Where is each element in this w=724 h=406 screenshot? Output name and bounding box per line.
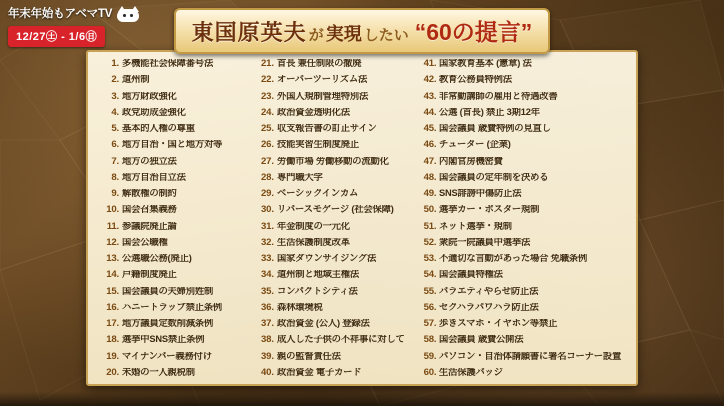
list-item (97, 352, 246, 362)
list-item-number: 21. (261, 58, 274, 69)
list-item-text: 国家ダウンサイジング法 (276, 254, 376, 264)
list-item (97, 59, 246, 69)
list-item-number: 18. (106, 334, 119, 346)
list-item-number: 8. (111, 171, 119, 183)
list-item-text: 労働市場 労働移動の流動化 (276, 156, 389, 167)
list-item (252, 270, 409, 280)
list-item (97, 319, 246, 329)
list-item-text: 政治資金 電子カード (276, 367, 362, 378)
list-item (414, 108, 627, 118)
list-item-number: 55. (423, 285, 437, 297)
list-item (252, 303, 409, 313)
list-item (97, 254, 246, 264)
list-item-text: 政治資金透明化法 (276, 107, 350, 118)
list-item-text: 道州制と地域主権法 (276, 270, 359, 281)
list-item-text: 国会議員特権法 (439, 270, 504, 281)
list-item-text: 首長 兼任制限の撤廃 (276, 59, 362, 69)
list-item-text: 国家教育基本 (憲章) 法 (439, 59, 532, 69)
list-item-number: 51. (423, 220, 437, 232)
list-item-text: 国会議員の定年制を決める (439, 172, 549, 183)
list-item-text: 選挙中SNS禁止条例 (122, 335, 205, 346)
list-item-number: 50. (423, 204, 437, 216)
list-item-text: 不適切な言動があった場合 免職条例 (439, 254, 588, 264)
list-item-number: 10. (106, 204, 119, 216)
list-item-text: 国会議員 歳費公開法 (439, 335, 524, 346)
list-item (97, 75, 246, 85)
list-item-number: 40. (261, 366, 274, 378)
list-item (252, 238, 409, 248)
list-item-number: 45. (423, 123, 437, 134)
list-item-number: 59. (423, 350, 437, 362)
list-item-text: 地方財政強化 (122, 91, 177, 102)
list-item-text: 教育公務員特例法 (439, 75, 513, 86)
list-item-number: 37. (261, 318, 274, 329)
list-item (414, 140, 627, 150)
list-item (97, 222, 246, 232)
list-item-number: 12. (106, 236, 119, 248)
list-item-number: 15. (106, 285, 119, 297)
channel-badge-row (8, 6, 141, 23)
list-item (414, 157, 627, 167)
list-item (414, 173, 627, 183)
list-item-text: 収支報告書の訂正サイン (276, 124, 377, 134)
list-item-text: マイナンバー義務付け (122, 351, 212, 362)
list-item-number: 49. (423, 188, 437, 199)
title-person-name: 東国原英夫 (191, 20, 307, 45)
list-item-text: パソコン・自治体請願書に署名コーナー設置 (439, 351, 622, 362)
list-item-text: 地方自治・国と地方対等 (122, 140, 223, 151)
list-item (97, 173, 246, 183)
title-particle: が (308, 27, 324, 44)
list-item-text: 地方自治自立法 (122, 172, 186, 183)
list-item-text: SNS誹謗中傷防止法 (439, 189, 522, 199)
list-item-number: 28. (261, 171, 274, 183)
list-item-text: 基本的人権の尊重 (122, 124, 195, 134)
list-item-text: 国会召集義務 (122, 205, 177, 216)
list-item-number: 11. (106, 220, 119, 232)
list-item-number: 46. (423, 139, 437, 151)
list-item (97, 287, 246, 297)
title-quote: “60の提言” (414, 19, 533, 45)
list-item (414, 352, 627, 362)
list-item-number: 2. (111, 74, 119, 86)
list-item-number: 36. (261, 301, 274, 313)
list-item-number: 1. (111, 58, 119, 69)
list-item (414, 287, 627, 297)
list-item (414, 189, 627, 199)
list-item (252, 189, 409, 199)
list-item-number: 22. (261, 74, 274, 86)
title-plate (174, 8, 551, 54)
bottom-gradient-bar (0, 392, 724, 406)
proposal-list-panel (86, 50, 638, 386)
list-item (97, 270, 246, 280)
list-item-text: ハニートラップ禁止条例 (122, 302, 223, 313)
list-item-number: 38. (261, 334, 274, 346)
list-item-number: 48. (423, 171, 437, 183)
title-suffix: したい (363, 27, 409, 44)
list-item-number: 14. (106, 269, 119, 281)
list-item (97, 157, 246, 167)
list-item (414, 303, 627, 313)
list-item (252, 287, 409, 297)
list-item-number: 39. (261, 350, 274, 362)
list-item-number: 32. (261, 236, 274, 248)
list-item-text: 多機能社会保障番号法 (122, 59, 214, 69)
list-item-number: 26. (261, 139, 274, 151)
list-item-number: 6. (111, 139, 119, 151)
list-item-text: オーバーツーリズム法 (276, 75, 367, 86)
list-item-number: 56. (423, 301, 437, 313)
list-item (414, 205, 627, 215)
list-item-number: 60. (423, 366, 437, 378)
list-item (252, 335, 409, 345)
list-column-1 (94, 59, 249, 378)
list-item-text: 外国人規制管理特別法 (276, 91, 368, 102)
list-item (414, 92, 627, 102)
list-item-text: ベーシックインカム (276, 189, 358, 199)
title-middle: 実現 (325, 24, 362, 44)
channel-badge (8, 6, 141, 47)
list-item-text: 参議院廃止論 (122, 221, 177, 232)
list-item-text: 国会議員の夫婦別姓制 (122, 286, 214, 297)
list-item-number: 52. (423, 236, 437, 248)
list-item-text: 歩きスマホ・イヤホン等禁止 (439, 319, 558, 329)
list-item (97, 189, 246, 199)
channel-text: 年末年始もアベマTV (8, 7, 113, 20)
list-item (414, 238, 627, 248)
list-item (252, 157, 409, 167)
list-item (252, 140, 409, 150)
list-item (252, 59, 409, 69)
list-item-number: 7. (111, 155, 119, 167)
list-item (252, 352, 409, 362)
list-item (414, 335, 627, 345)
list-item (252, 173, 409, 183)
cat-icon (115, 6, 141, 23)
list-item-number: 54. (423, 269, 437, 281)
list-item (252, 92, 409, 102)
list-item-number: 25. (261, 123, 274, 134)
list-item-number: 34. (261, 269, 274, 281)
list-item-text: 公選 (首長) 禁止 3期12年 (439, 107, 541, 118)
list-item-text: 生活保護制度改革 (276, 237, 350, 248)
list-item (97, 108, 246, 118)
list-item-number: 31. (261, 220, 274, 232)
list-column-2 (249, 59, 412, 378)
list-item-text: ネット選挙・規制 (439, 221, 513, 232)
list-item-number: 19. (106, 350, 119, 362)
list-item-text: 地方議員定数削減条例 (122, 319, 214, 329)
list-item-number: 16. (106, 301, 119, 313)
list-item-number: 58. (423, 334, 437, 346)
list-item-number: 17. (106, 318, 119, 329)
list-item-text: 政党助成金強化 (122, 107, 186, 118)
list-item-number: 27. (261, 155, 274, 167)
list-item-text: 公選職公務(廃止) (122, 254, 192, 264)
list-item-text: 専門職大学 (276, 172, 323, 183)
list-item-number: 9. (111, 188, 119, 199)
list-item (97, 303, 246, 313)
list-item-number: 42. (423, 74, 437, 86)
list-item-text: 地方の独立法 (122, 156, 177, 167)
list-item-text: セクハラパワハラ防止法 (439, 302, 539, 313)
list-item (97, 238, 246, 248)
list-item-text: 生活保護バッジ (439, 367, 504, 378)
list-item (414, 222, 627, 232)
list-item (97, 140, 246, 150)
list-item-number: 4. (111, 106, 119, 118)
list-item-number: 57. (423, 318, 437, 329)
date-badge: 12/27㊏ - 1/6㊐ (8, 26, 105, 47)
list-item (97, 92, 246, 102)
list-item (252, 108, 409, 118)
list-item-number: 53. (423, 253, 437, 264)
list-item-number: 20. (106, 366, 119, 378)
list-item-text: 技能実習生制度廃止 (276, 140, 359, 151)
list-item (97, 335, 246, 345)
list-item-text: 戸籍制度廃止 (122, 270, 177, 281)
list-item (414, 59, 627, 69)
list-item-text: バラエティやらせ防止法 (439, 286, 539, 297)
list-item-text: 内閣官房機密費 (439, 156, 504, 167)
list-item (414, 254, 627, 264)
list-item-number: 43. (423, 90, 437, 102)
list-item-number: 47. (423, 155, 437, 167)
list-item-text: リバースモゲージ (社会保障) (276, 205, 394, 216)
list-item-number: 5. (111, 123, 119, 134)
list-item-number: 29. (261, 188, 274, 199)
list-item-text: 政治資金 (公人) 登録法 (276, 319, 370, 329)
list-item-text: 年金制度の一元化 (276, 221, 350, 232)
list-item-text: 国会議員 歳費特例の見直し (439, 124, 552, 134)
list-item-number: 30. (261, 204, 274, 216)
list-item-text: 道州制 (122, 75, 150, 86)
list-item (414, 270, 627, 280)
list-item (252, 368, 409, 378)
list-item-text: 衆院一院議員中選挙法 (439, 237, 531, 248)
list-item (252, 75, 409, 85)
list-item-number: 35. (261, 285, 274, 297)
list-column-3 (411, 59, 630, 378)
list-item-text: 成人した子供の不祥事に対して (276, 335, 405, 346)
list-item (252, 222, 409, 232)
list-item (414, 75, 627, 85)
list-item (414, 124, 627, 134)
list-item-text: 非常勤講師の雇用と待遇改善 (439, 91, 558, 102)
list-item (252, 254, 409, 264)
list-item (414, 368, 627, 378)
list-item-number: 44. (423, 106, 437, 118)
list-item (252, 205, 409, 215)
list-item-number: 41. (423, 58, 437, 69)
list-item-number: 24. (261, 106, 274, 118)
list-item (97, 205, 246, 215)
list-item-text: 選挙カー・ポスター規制 (439, 205, 540, 216)
list-item-text: 森林環境税 (276, 302, 323, 313)
list-item-number: 3. (111, 90, 119, 102)
list-item (252, 124, 409, 134)
list-item-number: 33. (261, 253, 274, 264)
list-item-text: チューター (企業) (439, 140, 512, 151)
list-item (414, 319, 627, 329)
list-item-text: コンパクトシティ法 (276, 286, 358, 297)
list-item-number: 13. (106, 253, 119, 264)
list-item (97, 368, 246, 378)
list-item (252, 319, 409, 329)
list-item-text: 未婚の一人親税制 (122, 367, 195, 378)
list-item-number: 23. (261, 90, 274, 102)
list-item-text: 国会公職権 (122, 237, 168, 248)
list-item-text: 解散権の制約 (122, 189, 177, 199)
list-item-text: 親の監督責任法 (276, 351, 341, 362)
list-item (97, 124, 246, 134)
